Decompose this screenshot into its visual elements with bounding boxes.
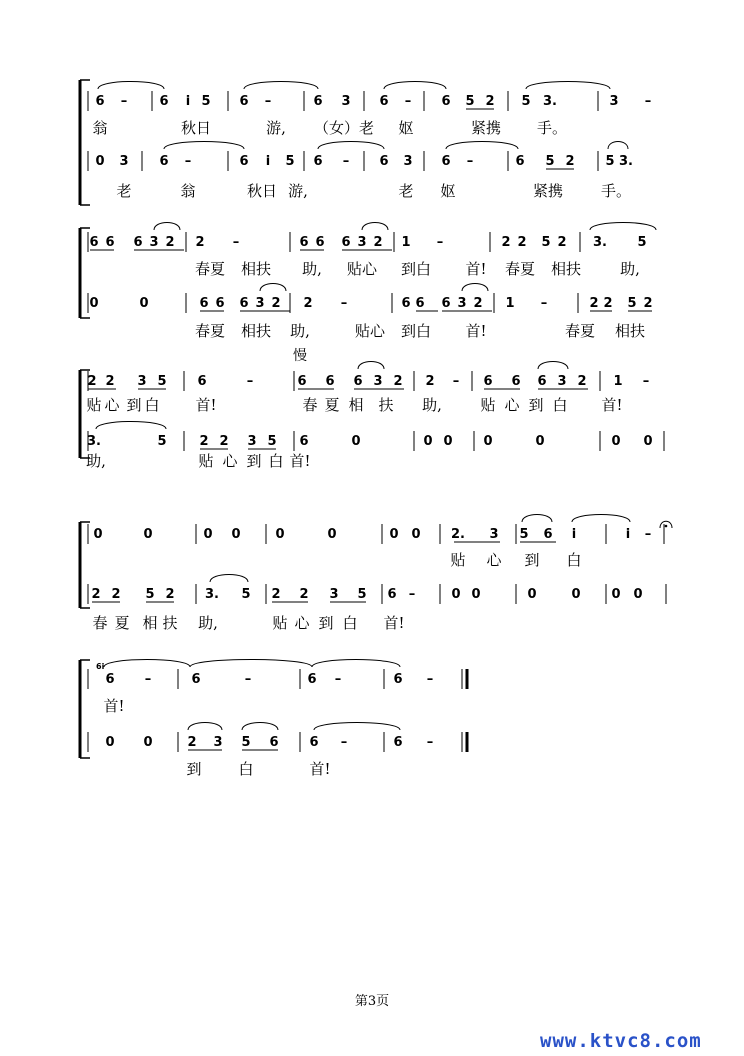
system-5-lower-note: 6 — [269, 735, 279, 750]
system-3-lower-lyric: 白 — [268, 452, 284, 470]
system-1-lower-note: 3 — [119, 154, 129, 169]
system-2-upper-note: 2 — [165, 235, 175, 250]
system-2-upper-note: 2 — [557, 235, 567, 250]
system-2-lower-note: – — [340, 296, 348, 311]
system-2-lower-note: 6 — [215, 296, 225, 311]
system-3-lower-note: 0 — [423, 434, 433, 449]
system-4-lower-lyric: 助, — [198, 614, 218, 632]
system-1-lower-note: 5 — [605, 154, 615, 169]
system-2-upper-note: 6 — [105, 235, 115, 250]
system-2-upper-note: 1 — [401, 235, 411, 250]
system-3-upper-lyric: 贴 — [86, 396, 102, 414]
system-3-lower-note: 3. — [87, 434, 101, 449]
system-3-upper-note: 3 — [373, 374, 383, 389]
system-3-lower-note: 0 — [351, 434, 361, 449]
system-2-upper-note: 3 — [149, 235, 159, 250]
system-3-upper-lyric: 扶 — [378, 396, 394, 414]
system-3-upper-note: – — [452, 374, 460, 389]
system-4-upper-note: 0 — [93, 527, 103, 542]
system-3-upper-lyric: 心 — [104, 396, 120, 414]
system-1-lower-note: – — [184, 154, 192, 169]
system-1-upper-note: 5 — [201, 94, 211, 109]
system-3-upper-note: 2 — [87, 374, 97, 389]
system-2-upper-note: 3. — [593, 235, 607, 250]
system-3-upper-note: 6 — [325, 374, 335, 389]
system-5-lower-note: 5 — [241, 735, 251, 750]
system-2-upper-slur — [362, 223, 388, 231]
system-3-lower-note: 0 — [483, 434, 493, 449]
system-2-lower-lyric: 相扶 — [240, 322, 272, 340]
system-2-upper-note: 6 — [89, 235, 99, 250]
system-2-lower-note: 2 — [603, 296, 613, 311]
system-1-lower-note: 6 — [515, 154, 525, 169]
system-4-upper-lyric: 心 — [486, 551, 502, 569]
system-1-upper-slur — [384, 82, 446, 90]
system-3-lower-note: 3 — [247, 434, 257, 449]
system-2-upper-note: 6 — [315, 235, 325, 250]
system-2-upper-note: 3 — [357, 235, 367, 250]
system-3-lower-slur — [96, 422, 166, 430]
system-4-upper-note: 3 — [489, 527, 499, 542]
system-4-upper-note: i — [625, 527, 631, 542]
system-5-lower-slur — [314, 723, 400, 731]
system-1-lower-lyric: 紧携 — [532, 182, 564, 200]
system-3-upper-slur — [358, 362, 384, 370]
system-4-lower-note: 0 — [571, 587, 581, 602]
system-1-lower-slur — [318, 142, 384, 150]
system-4-upper-note: 0 — [143, 527, 153, 542]
system-2-upper-lyric: 春夏 — [504, 260, 536, 278]
system-1-lower-note: 6 — [441, 154, 451, 169]
system-3-upper-note: 2 — [393, 374, 403, 389]
system-1-lower-slur — [608, 142, 628, 150]
system-4-lower-note: 2 — [111, 587, 121, 602]
system-5-upper-note: – — [144, 672, 152, 687]
system-1-upper-lyric: 妪 — [398, 119, 414, 137]
system-3-lower-note: 5 — [267, 434, 277, 449]
system-2-lower-note: 6 — [239, 296, 249, 311]
system-2-lower-note: 2 — [643, 296, 653, 311]
system-3-upper-note: 6 — [353, 374, 363, 389]
system-1-upper-lyric: 紧携 — [470, 119, 502, 137]
system-2-upper-note: 6 — [133, 235, 143, 250]
system-4-upper-note: 2. — [451, 527, 465, 542]
system-2-upper-lyric: 相扶 — [550, 260, 582, 278]
fermata-dot — [665, 525, 668, 528]
watermark-url: www.ktvc8.com — [540, 1030, 702, 1052]
system-5-lower-lyric: 到 — [186, 760, 202, 778]
system-1-lower-lyric: 手。 — [600, 182, 632, 200]
system-3-upper-note: 6 — [483, 374, 493, 389]
system-1-upper-note: 3 — [341, 94, 351, 109]
system-4-lower-note: 0 — [611, 587, 621, 602]
system-2-lower-note: 0 — [139, 296, 149, 311]
system-1-upper-note: – — [404, 94, 412, 109]
system-3-upper-lyric: 助, — [422, 396, 442, 414]
system-2-lower-lyric: 首! — [465, 322, 487, 340]
system-1-lower-note: 6 — [379, 154, 389, 169]
system-5-upper-slur — [104, 660, 190, 668]
system-3-upper-note: – — [246, 374, 254, 389]
system-1-lower-note: 5 — [545, 154, 555, 169]
system-4-lower-lyric: 春 — [92, 614, 108, 632]
system-2-upper-note: 2 — [195, 235, 205, 250]
system-5-lower-note: 0 — [143, 735, 153, 750]
system-2-lower-note: 1 — [505, 296, 515, 311]
system-1-lower-note: 6 — [159, 154, 169, 169]
system-1-upper-lyric: （女）老 — [313, 119, 375, 137]
system-3-upper-lyric: 首! — [601, 396, 623, 414]
system-1-upper-note: 5 — [521, 94, 531, 109]
system-4-lower-note: 5 — [357, 587, 367, 602]
system-4-upper-lyric: 到 — [524, 551, 540, 569]
system-3-lower-lyric: 首! — [289, 452, 311, 470]
system-4-upper-slur — [572, 515, 630, 523]
system-3-upper-slur — [538, 362, 568, 370]
system-5-upper-note: – — [334, 672, 342, 687]
system-4-lower-lyric: 相 — [142, 614, 158, 632]
system-4-lower-note: 0 — [633, 587, 643, 602]
system-4-lower-note: 3 — [329, 587, 339, 602]
system-3-upper-note: 6 — [197, 374, 207, 389]
system-1-upper-note: 5 — [465, 94, 475, 109]
system-1-lower-note: – — [466, 154, 474, 169]
system-1-upper-note: 6 — [441, 94, 451, 109]
system-1-upper-note: i — [185, 94, 191, 109]
system-2-upper-note: 2 — [501, 235, 511, 250]
system-1-lower-lyric: 翁 — [180, 182, 196, 200]
system-1-lower-lyric: 妪 — [440, 182, 456, 200]
system-3-upper-note: 2 — [577, 374, 587, 389]
system-2-upper-lyric: 首! — [465, 260, 487, 278]
system-5-upper-note: – — [244, 672, 252, 687]
system-2-upper-lyric: 助, — [620, 260, 640, 278]
system-2-lower-note: 2 — [473, 296, 483, 311]
system-4-lower-note: 5 — [145, 587, 155, 602]
system-5-upper-note: 6 — [393, 672, 403, 687]
system-4-upper-lyric: 贴 — [450, 551, 466, 569]
system-5-upper-note: 6 — [191, 672, 201, 687]
system-1-lower-lyric: 老 — [398, 182, 414, 200]
system-2-lower-note: 6 — [415, 296, 425, 311]
system-2-lower-lyric: 贴心 — [354, 322, 386, 340]
system-2-upper-lyric: 到白 — [400, 260, 432, 278]
system-5-upper-note: 6 — [307, 672, 317, 687]
system-4-lower-note: 5 — [241, 587, 251, 602]
system-5-lower-lyric: 白 — [238, 760, 254, 778]
system-3-lower-lyric: 到 — [246, 452, 262, 470]
system-3-upper-note: – — [642, 374, 650, 389]
system-1-lower-note: 5 — [285, 154, 295, 169]
system-4-upper-slur — [522, 515, 552, 523]
system-4-upper-note: 0 — [411, 527, 421, 542]
system-2-lower-note: 3 — [255, 296, 265, 311]
system-4-upper-note: 5 — [519, 527, 529, 542]
system-2-upper-note: 5 — [541, 235, 551, 250]
system-5-lower-slur — [188, 723, 222, 731]
system-4-lower-lyric: 白 — [342, 614, 358, 632]
system-1-upper-note: 6 — [313, 94, 323, 109]
system-4-upper-note: 0 — [203, 527, 213, 542]
system-3-lower-note: 0 — [535, 434, 545, 449]
system-3-upper-lyric: 相 — [348, 396, 364, 414]
system-5-lower-lyric: 首! — [309, 760, 331, 778]
system-2-lower-lyric: 相扶 — [614, 322, 646, 340]
system-1-lower-note: 2 — [565, 154, 575, 169]
system-1-upper-note: 2 — [485, 94, 495, 109]
system-5-lower-note: – — [426, 735, 434, 750]
system-1-lower-note: 3 — [403, 154, 413, 169]
system-5-lower-note: – — [340, 735, 348, 750]
system-1-lower-note: 3. — [619, 154, 633, 169]
system-3-upper-note: 6 — [297, 374, 307, 389]
system-3-upper-lyric: 夏 — [324, 396, 340, 414]
system-5-lower-note: 6 — [393, 735, 403, 750]
system-2-upper-note: – — [232, 235, 240, 250]
system-3-lower-note: 0 — [443, 434, 453, 449]
system-4-lower-lyric: 夏 — [114, 614, 130, 632]
system-2-upper-lyric: 春夏 — [194, 260, 226, 278]
system-4-lower-note: 0 — [451, 587, 461, 602]
system-4-lower-note: 2 — [165, 587, 175, 602]
system-3-upper-note: 3 — [137, 374, 147, 389]
system-3-lower-note: 0 — [611, 434, 621, 449]
system-2-lower-note: 2 — [589, 296, 599, 311]
system-5-upper-lyric: 首! — [103, 697, 125, 715]
system-4-lower-slur — [210, 575, 248, 583]
system-4-lower-lyric: 扶 — [162, 614, 178, 632]
system-2-upper-note: – — [436, 235, 444, 250]
system-4-upper-note: – — [644, 527, 652, 542]
system-1-upper-note: 3. — [543, 94, 557, 109]
system-4-upper-note: i — [571, 527, 577, 542]
system-1-lower-slur — [446, 142, 518, 150]
system-2-lower-slur — [462, 284, 488, 292]
system-3-upper-lyric: 贴 — [480, 396, 496, 414]
system-1-lower-lyric: 秋日 — [246, 182, 278, 200]
system-4-upper-note: 6 — [543, 527, 553, 542]
page-number: 第3页 — [354, 994, 390, 1009]
system-5-lower-slur — [242, 723, 278, 731]
system-2-lower-note: 6 — [441, 296, 451, 311]
system-1-lower-note: 6 — [313, 154, 323, 169]
system-1-upper-note: – — [264, 94, 272, 109]
system-3-lower-note: 2 — [219, 434, 229, 449]
system-3-lower-note: 6 — [299, 434, 309, 449]
system-4-lower-note: – — [408, 587, 416, 602]
system-2-lower-slur — [260, 284, 286, 292]
system-1-lower-lyric: 游, — [288, 182, 308, 200]
system-1-upper-slur — [526, 82, 610, 90]
system-4-lower-note: 0 — [527, 587, 537, 602]
system-4-lower-lyric: 心 — [294, 614, 310, 632]
system-2-lower-note: 2 — [303, 296, 313, 311]
system-4-lower-lyric: 贴 — [272, 614, 288, 632]
system-1-upper-note: 6 — [379, 94, 389, 109]
system-4-lower-lyric: 首! — [383, 614, 405, 632]
system-3-upper-lyric: 白 — [552, 396, 568, 414]
system-5-lower-note: 3 — [213, 735, 223, 750]
system-3-upper-note: 6 — [511, 374, 521, 389]
system-5-upper-slur — [312, 660, 400, 668]
system-2-lower-note: 0 — [89, 296, 99, 311]
system-3-upper-lyric: 春 — [302, 396, 318, 414]
system-5-lower-note: 6 — [309, 735, 319, 750]
system-2-upper-slur — [154, 223, 180, 231]
system-1-lower-lyric: 老 — [116, 182, 132, 200]
system-5-grace-notes: 6i — [96, 662, 105, 671]
tempo-mark-slow: 慢 — [293, 348, 307, 364]
system-1-upper-note: 6 — [239, 94, 249, 109]
system-4-lower-note: 2 — [299, 587, 309, 602]
system-4-lower-note: 2 — [91, 587, 101, 602]
system-1-upper-lyric: 翁 — [92, 119, 108, 137]
system-1-upper-note: 3 — [609, 94, 619, 109]
system-4-upper-note: 0 — [275, 527, 285, 542]
system-1-lower-note: i — [265, 154, 271, 169]
system-1-lower-note: 6 — [239, 154, 249, 169]
system-2-upper-lyric: 贴心 — [346, 260, 378, 278]
system-2-upper-lyric: 相扶 — [240, 260, 272, 278]
system-3-lower-note: 0 — [643, 434, 653, 449]
system-3-upper-note: 6 — [537, 374, 547, 389]
system-1-lower-slur — [164, 142, 244, 150]
system-3-upper-note: 5 — [157, 374, 167, 389]
system-2-upper-note: 6 — [299, 235, 309, 250]
system-2-lower-lyric: 到白 — [400, 322, 432, 340]
system-3-upper-lyric: 心 — [504, 396, 520, 414]
system-1-upper-note: 6 — [159, 94, 169, 109]
system-4-lower-note: 0 — [471, 587, 481, 602]
system-4-upper-note: 0 — [327, 527, 337, 542]
system-5-lower-note: 0 — [105, 735, 115, 750]
system-4-upper-note: 0 — [389, 527, 399, 542]
system-1-upper-lyric: 秋日 — [180, 119, 212, 137]
system-2-upper-lyric: 助, — [302, 260, 322, 278]
system-2-upper-slur — [590, 223, 656, 231]
system-1-lower-note: – — [342, 154, 350, 169]
system-3-lower-note: 2 — [199, 434, 209, 449]
system-1-upper-slur — [98, 82, 164, 90]
system-2-upper-note: 2 — [517, 235, 527, 250]
system-3-upper-lyric: 首! — [195, 396, 217, 414]
system-2-lower-note: 6 — [401, 296, 411, 311]
system-2-upper-note: 2 — [373, 235, 383, 250]
system-4-lower-note: 6 — [387, 587, 397, 602]
system-3-upper-note: 2 — [425, 374, 435, 389]
system-3-lower-note: 5 — [157, 434, 167, 449]
system-3-lower-lyric: 心 — [222, 452, 238, 470]
system-2-lower-note: 2 — [271, 296, 281, 311]
system-5-upper-note: 6 — [105, 672, 115, 687]
system-1-upper-slur — [244, 82, 318, 90]
system-3-upper-note: 2 — [105, 374, 115, 389]
system-3-upper-note: 3 — [557, 374, 567, 389]
system-3-lower-lyric: 助, — [86, 452, 106, 470]
system-1-lower-note: 0 — [95, 154, 105, 169]
system-2-lower-lyric: 春夏 — [564, 322, 596, 340]
system-4-upper-lyric: 白 — [566, 551, 582, 569]
system-5-upper-slur — [190, 660, 312, 668]
system-1-upper-lyric: 手。 — [536, 119, 568, 137]
system-5-upper-note: – — [426, 672, 434, 687]
system-3-upper-lyric: 到 — [126, 396, 142, 414]
system-2-lower-note: 6 — [199, 296, 209, 311]
system-4-lower-note: 2 — [271, 587, 281, 602]
system-1-upper-lyric: 游, — [266, 119, 286, 137]
system-2-upper-note: 6 — [341, 235, 351, 250]
system-2-lower-lyric: 助, — [290, 322, 310, 340]
system-2-upper-note: 5 — [637, 235, 647, 250]
system-4-upper-note: 0 — [231, 527, 241, 542]
system-1-upper-note: – — [644, 94, 652, 109]
system-2-lower-lyric: 春夏 — [194, 322, 226, 340]
system-1-upper-note: 6 — [95, 94, 105, 109]
system-2-lower-note: 3 — [457, 296, 467, 311]
system-4-lower-note: 3. — [205, 587, 219, 602]
system-3-upper-note: 1 — [613, 374, 623, 389]
system-3-upper-lyric: 到 — [528, 396, 544, 414]
system-5-lower-note: 2 — [187, 735, 197, 750]
system-1-upper-note: – — [120, 94, 128, 109]
system-2-lower-note: 5 — [627, 296, 637, 311]
system-3-upper-lyric: 白 — [144, 396, 160, 414]
system-4-lower-lyric: 到 — [318, 614, 334, 632]
system-3-lower-lyric: 贴 — [198, 452, 214, 470]
system-2-lower-note: – — [540, 296, 548, 311]
